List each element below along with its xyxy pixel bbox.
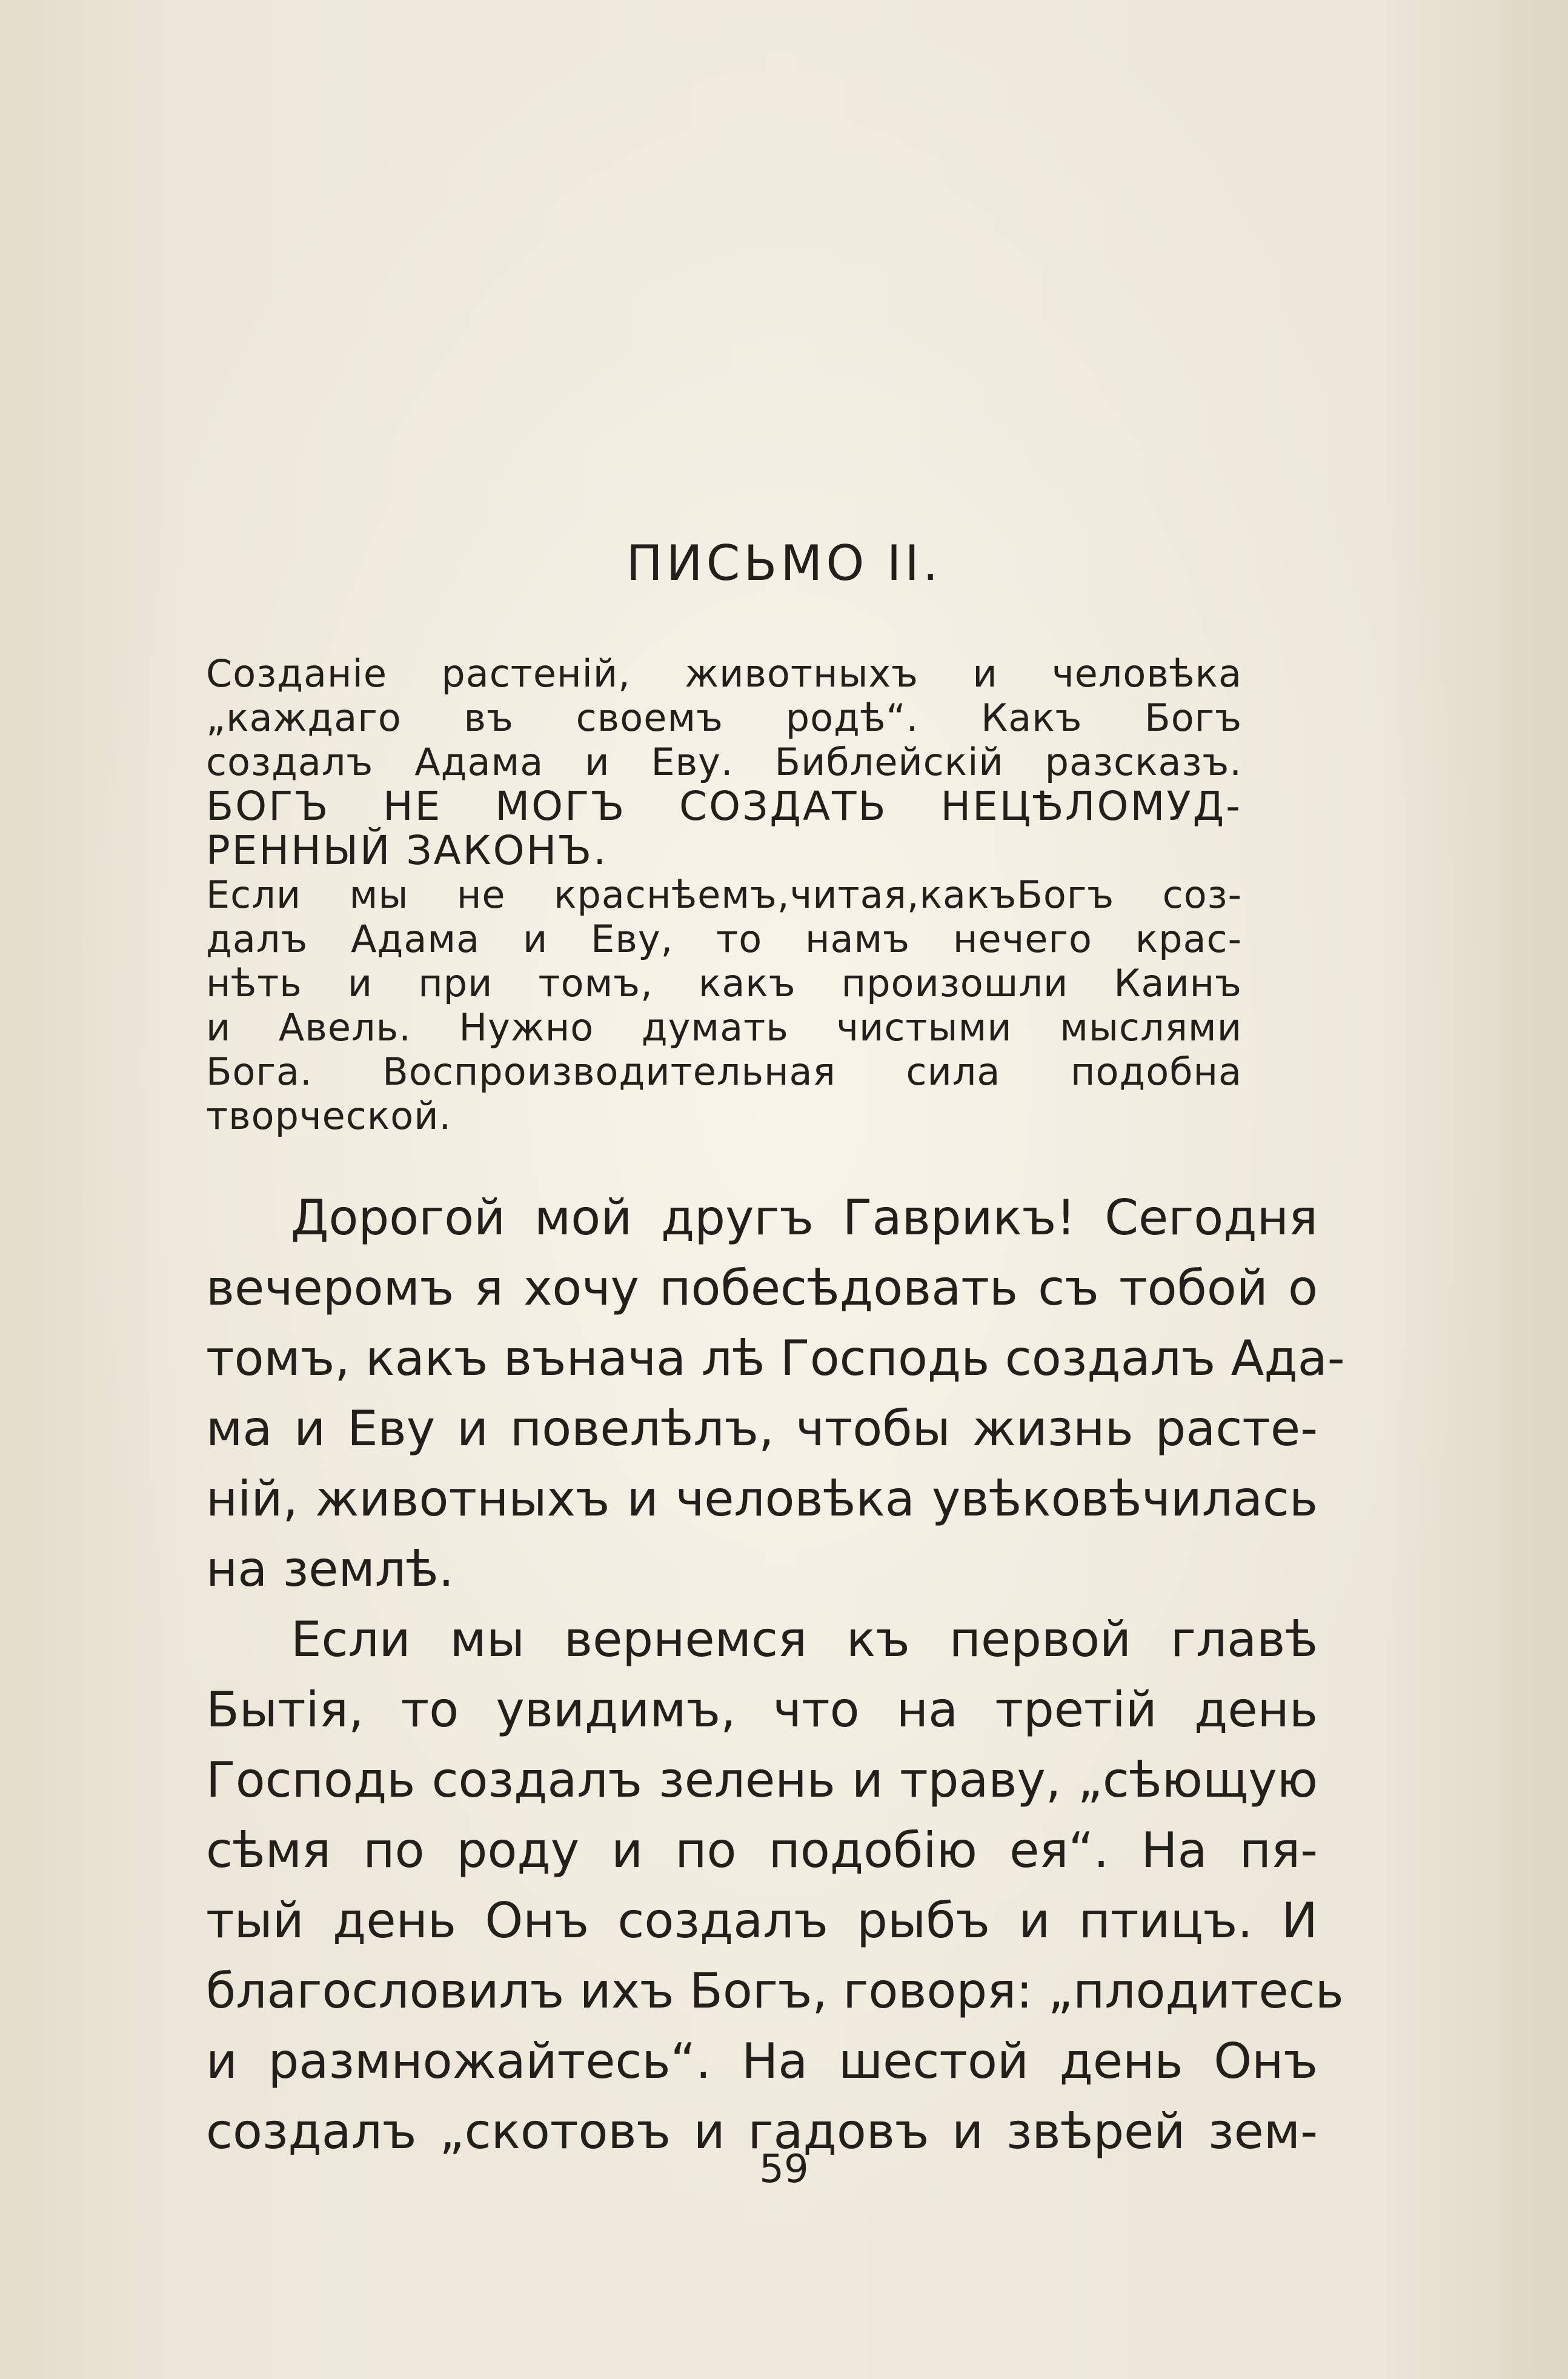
body-line: ма и Еву и повелѣлъ, чтобы жизнь расте- (206, 1400, 1318, 1457)
summary-line: Созданіе растеній, животныхъ и человѣка (206, 651, 1242, 696)
summary-line: далъ Адама и Еву, то намъ нечего крас- (206, 917, 1242, 961)
chapter-summary (206, 651, 1242, 1138)
summary-line: и Авель. Нужно думать чистыми мыслями (206, 1005, 1242, 1050)
summary-line: создалъ Адама и Еву. Библейскій разсказъ. (206, 740, 1242, 784)
body-line: Господь создалъ зелень и траву, „сѣющую (206, 1752, 1318, 1808)
body-line: тый день Онъ создалъ рыбъ и птицъ. И (206, 1892, 1318, 1949)
summary-line: „каждаго въ своемъ родѣ“. Какъ Богъ (206, 696, 1242, 740)
body-line: Если мы вернемся къ первой главѣ (291, 1611, 1318, 1668)
chapter-title: ПИСЬМО II. (626, 535, 942, 591)
summary-line: Если мы не краснѣемъ,читая,какъБогъ соз- (206, 873, 1242, 917)
page-number: 59 (759, 2147, 809, 2192)
body-line: создалъ „скотовъ и гадовъ и звѣрей зем- (206, 2103, 1318, 2160)
body-line: вечеромъ я хочу побесѣдовать съ тобой о (206, 1260, 1318, 1316)
summary-line: Бога. Воспроизводительная сила подобна (206, 1050, 1242, 1094)
body-line: сѣмя по роду и по подобію ея“. На пя- (206, 1822, 1318, 1878)
letter-body (206, 1183, 1345, 2167)
body-line: на землѣ. (206, 1541, 454, 1597)
summary-line: РЕННЫЙ ЗАКОНЪ. (206, 827, 608, 874)
body-line: томъ, какъ вънача лѣ Господь создалъ Ада- (206, 1330, 1345, 1386)
body-line: ній, животныхъ и человѣка увѣковѣчилась (206, 1471, 1318, 1527)
summary-line: БОГЪ НЕ МОГЪ СОЗДАТЬ НЕЦѢЛОМУД- (206, 783, 1242, 830)
body-line: благословилъ ихъ Богъ, говоря: „плодитесь (206, 1963, 1344, 2019)
body-line: и размножайтесь“. На шестой день Онъ (206, 2033, 1318, 2089)
body-line: Дорогой мой другъ Гаврикъ! Сегодня (291, 1190, 1318, 1246)
body-line: Бытія, то увидимъ, что на третій день (206, 1682, 1318, 1738)
summary-line: нѣть и при томъ, какъ произошли Каинъ (206, 961, 1242, 1005)
summary-line: творческой. (206, 1094, 452, 1138)
